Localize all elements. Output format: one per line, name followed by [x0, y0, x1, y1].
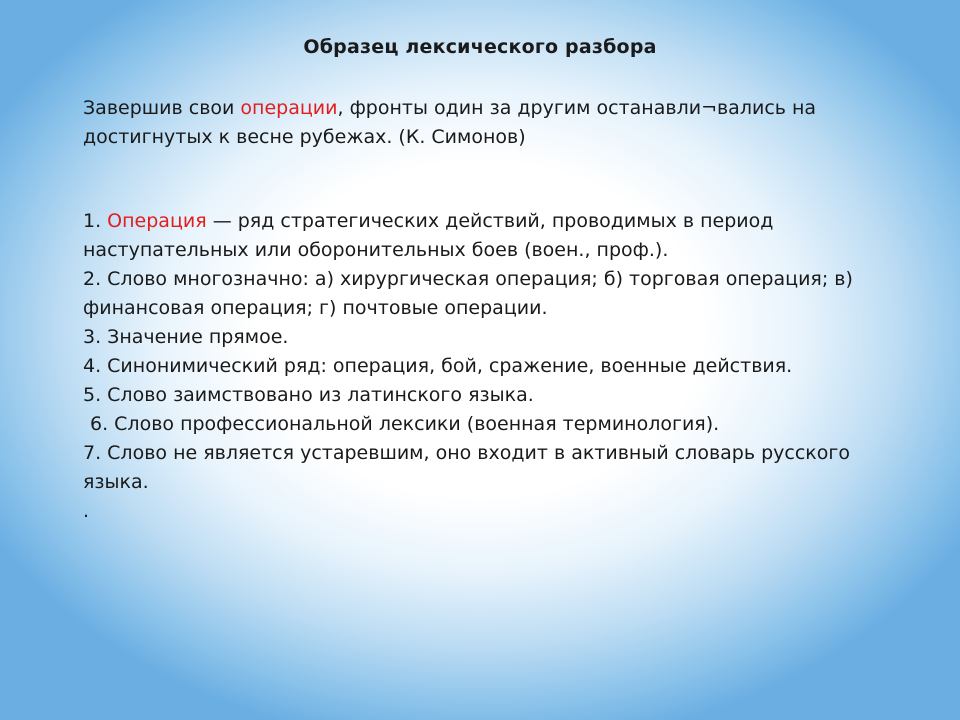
quote-highlighted-word: операции — [240, 97, 338, 119]
list-item-1-term: Операция — [107, 210, 207, 232]
list-item-5: 5. Слово заимствовано из латинского языка. — [83, 384, 534, 406]
list-item-6: 6. Слово профессиональной лексики (военная терминология). — [90, 413, 720, 435]
page-title: Образец лексического разбора — [303, 36, 657, 58]
list-item-4: 4. Синонимический ряд: операция, бой, сражение, военные действия. — [83, 355, 793, 377]
list-item-7: 7. Слово не является устаревшим, оно входит в активный словарь русского языка. — [83, 442, 850, 493]
trailing-dot: . — [83, 500, 90, 522]
list-item-1 — [83, 207, 883, 265]
example-quote — [83, 94, 883, 152]
list-item-1-text: — ряд стратегических действий, проводимых в период наступательных или оборонительных боев (воен., проф.). — [83, 210, 774, 261]
list-item-1-number: 1. — [83, 210, 108, 232]
quote-text-end: , фронты один за другим останавли¬вались на достигнутых к весне рубежах. (К. Симонов) — [83, 97, 817, 148]
list-item-2: 2. Слово многозначно: а) хирургическая операция; б) торговая операция; в) финансовая операция; г) почтовые операции. — [83, 268, 853, 319]
list-item-3: 3. Значение прямое. — [83, 326, 289, 348]
quote-text-start: Завершив свои — [83, 97, 241, 119]
analysis-list — [83, 207, 883, 526]
